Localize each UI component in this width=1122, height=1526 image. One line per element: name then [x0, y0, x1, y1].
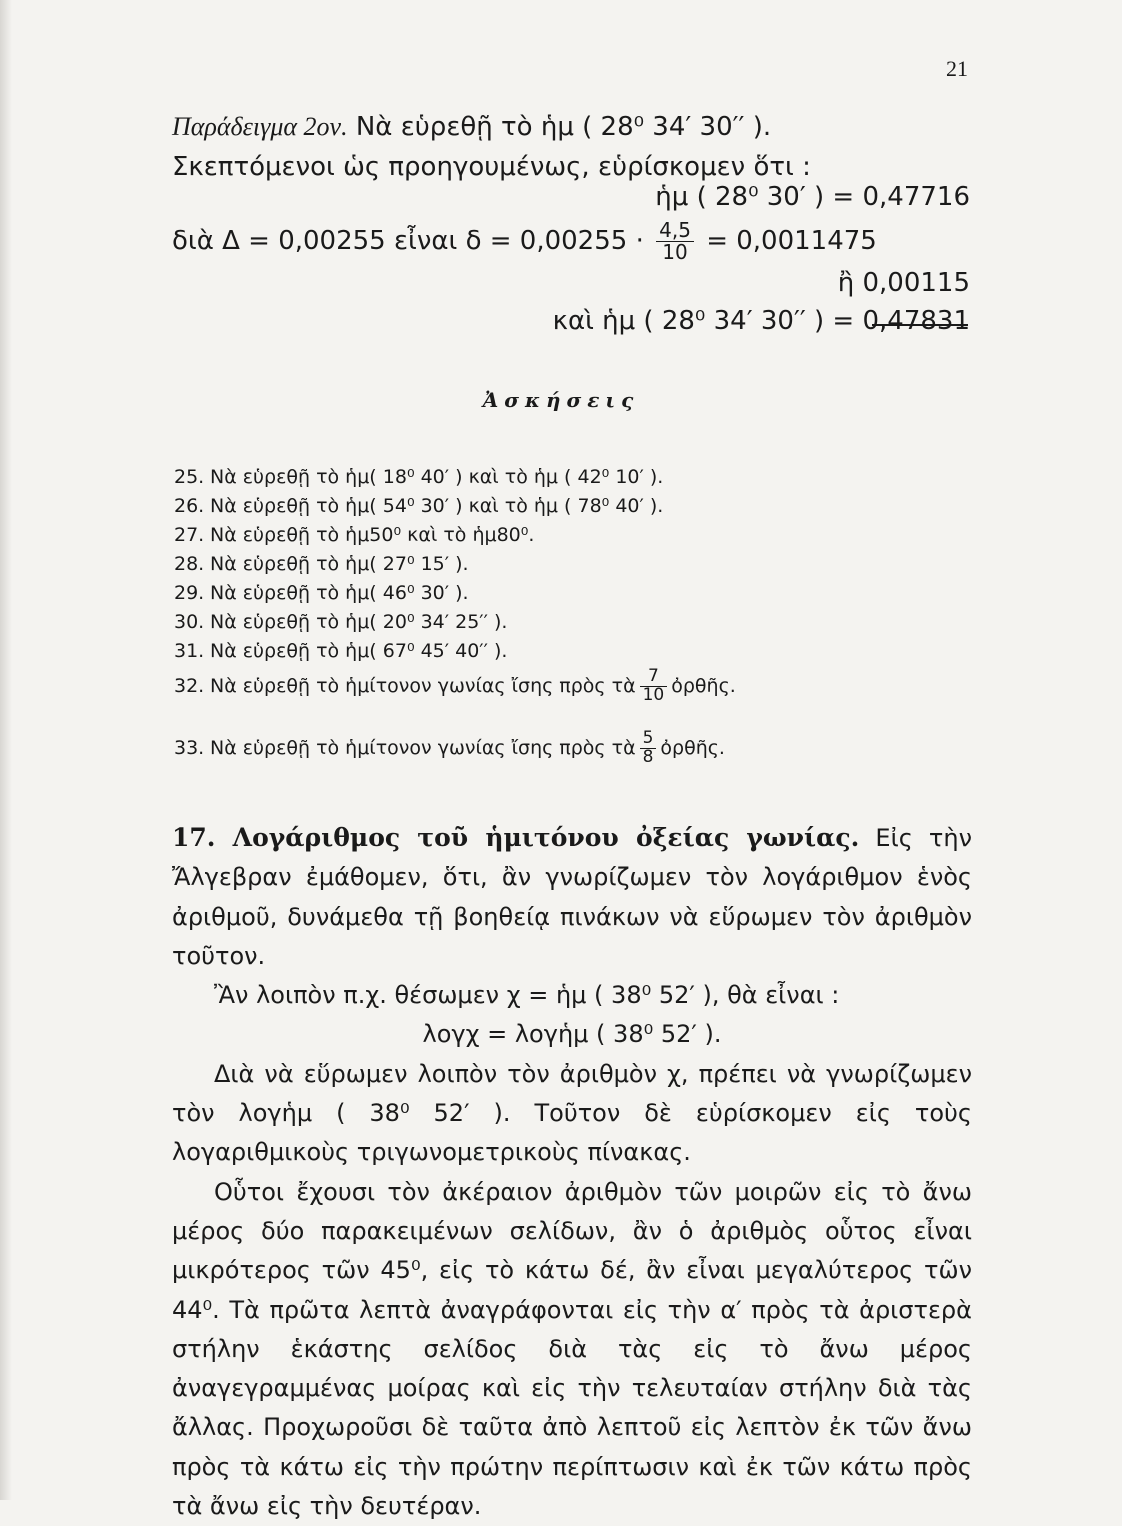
section-paragraph-3: Διὰ νὰ εὕρωμεν λοιπὸν τὸν ἀριθμὸν χ, πρέπει νὰ γνωρίζωμεν τὸν λογἡμ ( 38⁰ 52′ ). Τοῦτον δὲ εὑρίσκομεν εἰς τοὺς λογαριθμικοὺς τριγωνομετρικοὺς πίνακας.	[172, 1059, 972, 1167]
exercise-text: Νὰ εὑρεθῇ τὸ ἡμ( 54⁰ 30′ ) καὶ τὸ ἡμ ( 78⁰ 40′ ).	[210, 495, 664, 517]
example-label: Παράδειγμα 2ον.	[172, 112, 348, 141]
example-line-2	[172, 220, 877, 263]
exercise-text-after: ὀρθῆς.	[660, 736, 725, 759]
exercise-text: Νὰ εὑρεθῇ τὸ ἡμίτονον γωνίας ἴσης πρὸς τὰ	[210, 674, 636, 697]
exercise-text: Νὰ εὑρεθῇ τὸ ἡμίτονον γωνίας ἴσης πρὸς τὰ	[210, 736, 636, 759]
exercise-item	[174, 611, 507, 633]
example-line-2-pre: διὰ Δ = 0,00255 εἶναι δ = 0,00255 ·	[172, 226, 644, 256]
exercise-text: Νὰ εὑρεθῇ τὸ ἡμ( 46⁰ 30′ ).	[210, 582, 469, 604]
exercise-number: 27.	[174, 524, 205, 546]
scan-edge-shadow	[0, 0, 12, 1500]
exercise-item	[174, 640, 507, 662]
exercise-item	[174, 495, 663, 517]
fraction-denominator: 10	[642, 684, 665, 705]
exercise-text: Νὰ εὑρεθῇ τὸ ἡμ( 20⁰ 34′ 25′′ ).	[210, 611, 508, 633]
example-fraction	[656, 220, 694, 263]
exercise-text: Νὰ εὑρεθῇ τὸ ἡμ50⁰ καὶ τὸ ἡμ80⁰.	[210, 524, 535, 546]
exercise-text: Νὰ εὑρεθῇ τὸ ἡμ( 67⁰ 45′ 40′′ ).	[210, 640, 508, 662]
page-number: 21	[946, 56, 968, 81]
fraction-numerator: 4,5	[656, 220, 694, 242]
exercise-text: Νὰ εὑρεθῇ τὸ ἡμ( 18⁰ 40′ ) καὶ τὸ ἡμ ( 42⁰ 10′ ).	[210, 466, 664, 488]
section-paragraph-4: Οὗτοι ἔχουσι τὸν ἀκέραιον ἀριθμὸν τῶν μοιρῶν εἰς τὸ ἄνω μέρος δύο παρακειμένων σελίδων, ἂν ὁ ἀριθμὸς οὗτος εἶναι μικρότερος τῶν 45⁰, εἰς τὸ κάτω δέ, ἂν εἶναι μεγαλύτερος τῶν 44⁰. Τὰ πρῶτα λεπτὰ ἀναγράφονται εἰς τὴν α′ πρὸς τὰ ἀριστερὰ στήλην ἑκάστης σελίδος διὰ τὰς εἰς τὸ ἄνω μέρος ἀναγεγραμμένας μοίρας καὶ εἰς τὴν τελευταίαν στήλην διὰ τὰς ἄλλας. Προχωροῦσι δὲ ταῦτα ἀπὸ λεπτοῦ εἰς λεπτὸν ἐκ τῶν ἄνω πρὸς τὰ κάτω εἰς τὴν πρώτην περίπτωσιν καὶ ἐκ τῶν κάτω πρὸς τὰ ἄνω εἰς τὴν δευτέραν.	[172, 1177, 972, 1521]
section-paragraph-2: Ἂν λοιπὸν π.χ. θέσωμεν χ = ἡμ ( 38⁰ 52′ ), θὰ εἶναι :	[214, 981, 840, 1010]
exercises-heading: Ἀσκήσεις	[482, 388, 640, 412]
exercise-number: 26.	[174, 495, 205, 517]
example-task: Νὰ εὑρεθῇ τὸ ἡμ ( 28⁰ 34′ 30′′ ).	[355, 112, 772, 142]
exercise-fraction	[640, 730, 657, 767]
exercise-text-after: ὀρθῆς.	[671, 674, 736, 697]
example-line-3: ἢ 0,00115	[837, 268, 970, 298]
section-heading: 17. Λογάριθμος τοῦ ἡμιτόνου ὀξείας γωνίας.	[172, 823, 860, 852]
exercise-item	[174, 582, 469, 604]
exercise-text: Νὰ εὑρεθῇ τὸ ἡμ( 27⁰ 15′ ).	[210, 553, 469, 575]
example-line-2-post: = 0,0011475	[706, 226, 877, 256]
example-intro: Σκεπτόμενοι ὡς προηγουμένως, εὑρίσκομεν ὅτι :	[172, 152, 811, 182]
fraction-denominator: 8	[642, 746, 654, 767]
example-line-1: ἡμ ( 28⁰ 30′ ) = 0,47716	[655, 182, 970, 212]
fraction-numerator: 7	[640, 668, 668, 687]
section-paragraph-1	[172, 818, 972, 976]
section-paragraph-1-text: Εἰς τὴν Ἄλγεβραν ἐμάθομεν, ὅτι, ἂν γνωρίζωμεν τὸν λογάριθμον ἑνὸς ἀριθμοῦ, δυνάμεθα τῇ βοηθείᾳ πινάκων νὰ εὕρωμεν τὸν ἀριθμὸν τοῦτον.	[172, 824, 972, 970]
fraction-denominator: 10	[662, 240, 688, 264]
exercise-item	[174, 730, 725, 767]
exercise-item	[174, 524, 534, 546]
example-title-line	[172, 112, 771, 142]
fraction-numerator: 5	[640, 730, 657, 749]
exercise-item	[174, 553, 469, 575]
exercise-number: 31.	[174, 640, 205, 662]
section-formula: λογχ = λογἡμ ( 38⁰ 52′ ).	[422, 1020, 722, 1049]
exercise-item	[174, 668, 736, 705]
example-line-4: καὶ ἡμ ( 28⁰ 34′ 30′′ ) = 0,47831	[552, 306, 970, 336]
exercise-number: 29.	[174, 582, 205, 604]
exercise-number: 32.	[174, 674, 205, 697]
exercise-item	[174, 466, 663, 488]
section-17	[172, 818, 972, 1526]
exercise-number: 28.	[174, 553, 205, 575]
exercise-number: 33.	[174, 736, 205, 759]
exercise-number: 30.	[174, 611, 205, 633]
exercise-number: 25.	[174, 466, 205, 488]
exercise-fraction	[640, 668, 668, 705]
